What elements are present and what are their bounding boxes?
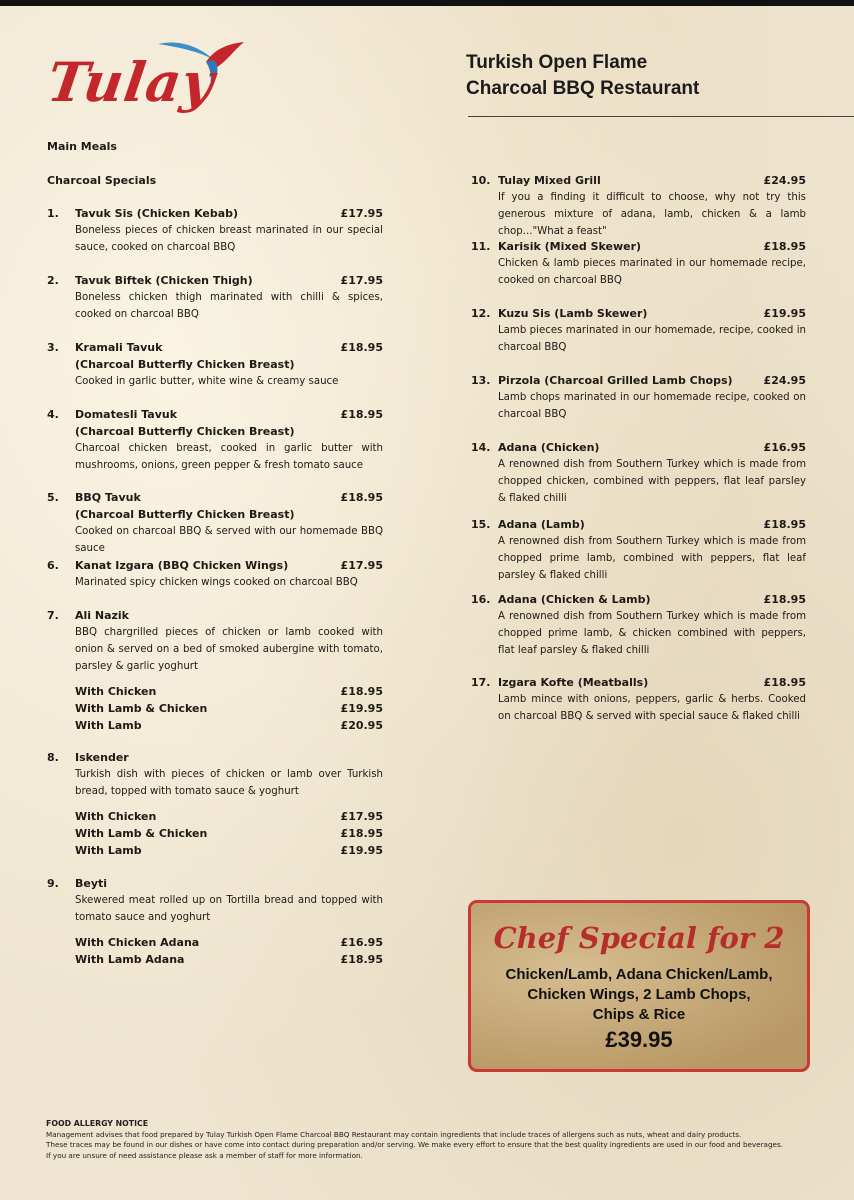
option-label: With Chicken: [75, 810, 157, 823]
option-row: [75, 842, 383, 859]
item-description: Cooked in garlic butter, white wine & creamy sauce: [75, 376, 339, 387]
item-number: 10.: [471, 174, 491, 187]
option-row: [75, 700, 383, 717]
item-description: Skewered meat rolled up on Tortilla bread and topped with tomato sauce and yoghurt: [75, 895, 383, 923]
item-name: Ali Nazik: [75, 609, 130, 622]
item-description: Boneless chicken thigh marinated with chilli & spices, cooked on charcoal BBQ: [75, 292, 383, 320]
item-name: Pirzola (Charcoal Grilled Lamb Chops): [498, 374, 733, 387]
allergy-text: If you are unsure of need assistance please ask a member of staff for more information.: [46, 1150, 363, 1160]
option-price: £16.95: [340, 936, 383, 949]
item-subtitle: (Charcoal Butterfly Chicken Breast): [75, 358, 295, 371]
section-title: Main Meals: [47, 140, 117, 153]
option-row: [75, 808, 383, 825]
option-row: [75, 934, 383, 951]
logo: [44, 38, 254, 118]
title-line-2: Charcoal BBQ Restaurant: [466, 78, 700, 99]
item-number: 11.: [471, 240, 491, 253]
chef-special-title: Chef Special for 2: [493, 921, 785, 955]
item-name: Tavuk Sis (Chicken Kebab): [75, 207, 239, 220]
item-description: Lamb chops marinated in our homemade recipe, cooked on charcoal BBQ: [498, 392, 806, 420]
chef-special-line: Chicken/Lamb, Adana Chicken/Lamb,: [505, 966, 773, 983]
item-number: 13.: [471, 374, 491, 387]
item-price: £18.95: [763, 518, 806, 531]
allergy-text: These traces may be found in our dishes or have come into contact during preparation and/or serving. We make every effort to ensure that the best quality ingredients are used in our food and beverages.: [46, 1140, 783, 1149]
item-number: 14.: [471, 441, 491, 454]
option-label: With Chicken: [75, 685, 157, 698]
option-row: [75, 683, 383, 700]
item-description: Marinated spicy chicken wings cooked on charcoal BBQ: [75, 577, 358, 588]
title-line-1: Turkish Open Flame: [466, 52, 648, 73]
allergy-notice: [46, 1119, 826, 1161]
item-description: Charcoal chicken breast, cooked in garlic butter with mushrooms, onions, green pepper & fresh tomato sauce: [75, 443, 383, 471]
item-price: £18.95: [763, 676, 806, 689]
item-description: Chicken & lamb pieces marinated in our homemade recipe, cooked on charcoal BBQ: [498, 258, 806, 286]
section-subtitle: Charcoal Specials: [47, 174, 157, 187]
item-number: 1.: [47, 207, 59, 220]
item-price: £18.95: [340, 491, 383, 504]
item-number: 8.: [47, 751, 59, 764]
item-description: BBQ chargrilled pieces of chicken or lamb cooked with onion & served on a bed of smoked aubergine with tomato, parsley & garlic yoghurt: [75, 627, 383, 672]
option-price: £18.95: [340, 953, 383, 966]
chef-special-line: Chicken Wings, 2 Lamb Chops,: [527, 986, 751, 1003]
item-number: 7.: [47, 609, 59, 622]
item-name: Kramali Tavuk: [75, 341, 163, 354]
item-number: 6.: [47, 559, 59, 572]
item-number: 3.: [47, 341, 59, 354]
item-number: 15.: [471, 518, 491, 531]
item-name: Kuzu Sis (Lamb Skewer): [498, 307, 648, 320]
item-number: 12.: [471, 307, 491, 320]
item-number: 17.: [471, 676, 491, 689]
item-name: Adana (Lamb): [498, 518, 585, 531]
option-row: [75, 825, 383, 842]
option-price: £18.95: [340, 827, 383, 840]
item-name: Beyti: [75, 877, 108, 890]
allergy-text: Management advises that food prepared by Tulay Turkish Open Flame Charcoal BBQ Restaurant may contain ingredients that include traces of allergens such as nuts, wheat and dairy products.: [46, 1129, 742, 1139]
logo-text: Tulay: [43, 50, 219, 114]
item-price: £24.95: [763, 174, 806, 187]
option-label: With Lamb & Chicken: [75, 702, 208, 715]
item-description: Lamb pieces marinated in our homemade, recipe, cooked in charcoal BBQ: [498, 325, 806, 353]
item-description: Boneless pieces of chicken breast marinated in our special sauce, cooked on charcoal BBQ: [75, 225, 383, 253]
item-description: Lamb mince with onions, peppers, garlic & herbs. Cooked on charcoal BBQ & served with special sauce & flaked chilli: [498, 694, 806, 722]
option-row: [75, 717, 383, 734]
item-number: 5.: [47, 491, 59, 504]
option-row: [75, 951, 383, 968]
option-price: £19.95: [340, 702, 383, 715]
item-name: Tavuk Biftek (Chicken Thigh): [75, 274, 253, 287]
item-description: A renowned dish from Southern Turkey which is made from chopped prime lamb, combined with peppers, flat leaf parsley & flaked chilli: [498, 536, 806, 581]
item-description: A renowned dish from Southern Turkey which is made from chopped prime lamb, & chicken combined with peppers, flat leaf parsley & flaked chilli: [498, 611, 806, 656]
item-name: Tulay Mixed Grill: [498, 174, 601, 187]
option-label: With Lamb Adana: [75, 953, 185, 966]
divider: [468, 116, 854, 117]
option-price: £19.95: [340, 844, 383, 857]
chef-special-price: £39.95: [605, 1027, 673, 1052]
option-price: £20.95: [340, 719, 383, 732]
option-price: £17.95: [340, 810, 383, 823]
item-name: Domatesli Tavuk: [75, 408, 178, 421]
option-label: With Lamb: [75, 719, 142, 732]
item-number: 2.: [47, 274, 59, 287]
item-price: £24.95: [763, 374, 806, 387]
option-price: £18.95: [340, 685, 383, 698]
item-description: If you a finding it difficult to choose, why not try this generous mixture of adana, lamb, chicken & a lamb chop..."What a feast": [498, 192, 806, 237]
chef-special-line: Chips & Rice: [592, 1006, 686, 1023]
item-description: Turkish dish with pieces of chicken or lamb over Turkish bread, topped with tomato sauce & yoghurt: [75, 769, 383, 797]
option-label: With Lamb: [75, 844, 142, 857]
item-name: Iskender: [75, 751, 129, 764]
item-price: £17.95: [340, 559, 383, 572]
item-number: 9.: [47, 877, 59, 890]
item-name: BBQ Tavuk: [75, 491, 141, 504]
item-price: £17.95: [340, 274, 383, 287]
top-bar: [0, 0, 854, 6]
item-subtitle: (Charcoal Butterfly Chicken Breast): [75, 425, 295, 438]
item-price: £18.95: [340, 341, 383, 354]
item-description: A renowned dish from Southern Turkey which is made from chopped chicken, combined with peppers, flat leaf parsley & flaked chilli: [498, 459, 806, 504]
chef-special-box: [468, 900, 810, 1072]
item-description: Cooked on charcoal BBQ & served with our homemade BBQ sauce: [75, 526, 383, 554]
allergy-title: FOOD ALLERGY NOTICE: [46, 1119, 149, 1128]
item-subtitle: (Charcoal Butterfly Chicken Breast): [75, 508, 295, 521]
item-name: Adana (Chicken): [498, 441, 600, 454]
item-price: £16.95: [763, 441, 806, 454]
item-price: £18.95: [340, 408, 383, 421]
item-price: £17.95: [340, 207, 383, 220]
item-price: £19.95: [763, 307, 806, 320]
item-name: Adana (Chicken & Lamb): [498, 593, 651, 606]
option-label: With Lamb & Chicken: [75, 827, 208, 840]
item-number: 16.: [471, 593, 491, 606]
item-price: £18.95: [763, 593, 806, 606]
item-number: 4.: [47, 408, 59, 421]
item-name: Izgara Kofte (Meatballs): [498, 676, 649, 689]
item-name: Karisik (Mixed Skewer): [498, 240, 642, 253]
item-name: Kanat Izgara (BBQ Chicken Wings): [75, 559, 289, 572]
restaurant-title: [466, 50, 699, 102]
item-price: £18.95: [763, 240, 806, 253]
chef-special-items: [471, 965, 807, 1025]
option-label: With Chicken Adana: [75, 936, 200, 949]
